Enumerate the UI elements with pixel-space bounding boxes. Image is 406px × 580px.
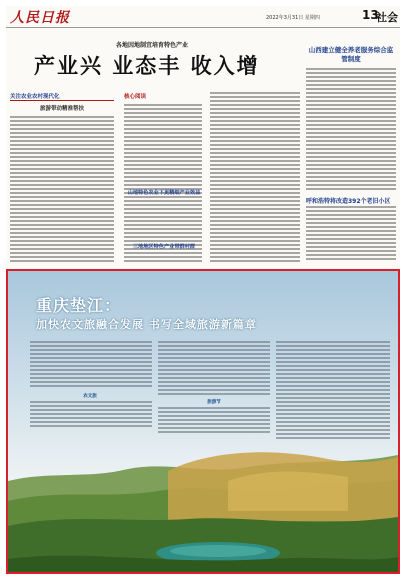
inner-column-text [210,92,300,264]
feature-title: 重庆垫江： [36,296,122,315]
core-reading-heading: 核心阅读 [124,94,147,100]
feature-section [6,269,400,574]
feature-text-col-2b [158,407,270,437]
dateline: 2022年3月31日 星期四 [266,15,320,21]
side-column-tag: 关注农业农村现代化 [10,92,114,101]
right-column-text-2 [306,206,396,262]
feature-subtitle: 加快农文旅融合发展 书写全域旅游新篇章 [36,318,257,331]
feature-subhead-1: 农文旅 [83,394,97,399]
page-number: 13 [362,8,379,22]
feature-text-col-1 [30,341,152,391]
top-article-kicker: 各地因地制宜培育特色产业 [116,42,189,49]
feature-text-col-3 [276,341,390,441]
newspaper-page [6,6,400,574]
newspaper-logo: 人民日报 [10,10,70,26]
mid-subhead-1: 山地特色农业下更精细产业效益 [127,190,201,196]
section-name: 社会 [376,11,398,24]
mid-subhead-2: 三地地区特色产业带群村群 [132,244,196,250]
top-article-headline: 产业兴 业态丰 收入增 [34,53,260,78]
left-column-text [10,116,114,264]
masthead [6,6,400,28]
right-article-headline-2: 呼和浩特将改造392个老旧小区 [306,198,391,205]
left-subhead: 旅游带动精准帮扶 [39,106,84,112]
landscape-photo [8,441,398,572]
feature-text-col-1b [30,401,152,431]
feature-subhead-2: 旅游节 [207,400,221,405]
center-column-text [124,104,202,264]
right-article-headline: 山西建立健全养老服务综合监管制度 [308,46,394,63]
right-column-text [306,68,396,192]
feature-text-col-2 [158,341,270,397]
